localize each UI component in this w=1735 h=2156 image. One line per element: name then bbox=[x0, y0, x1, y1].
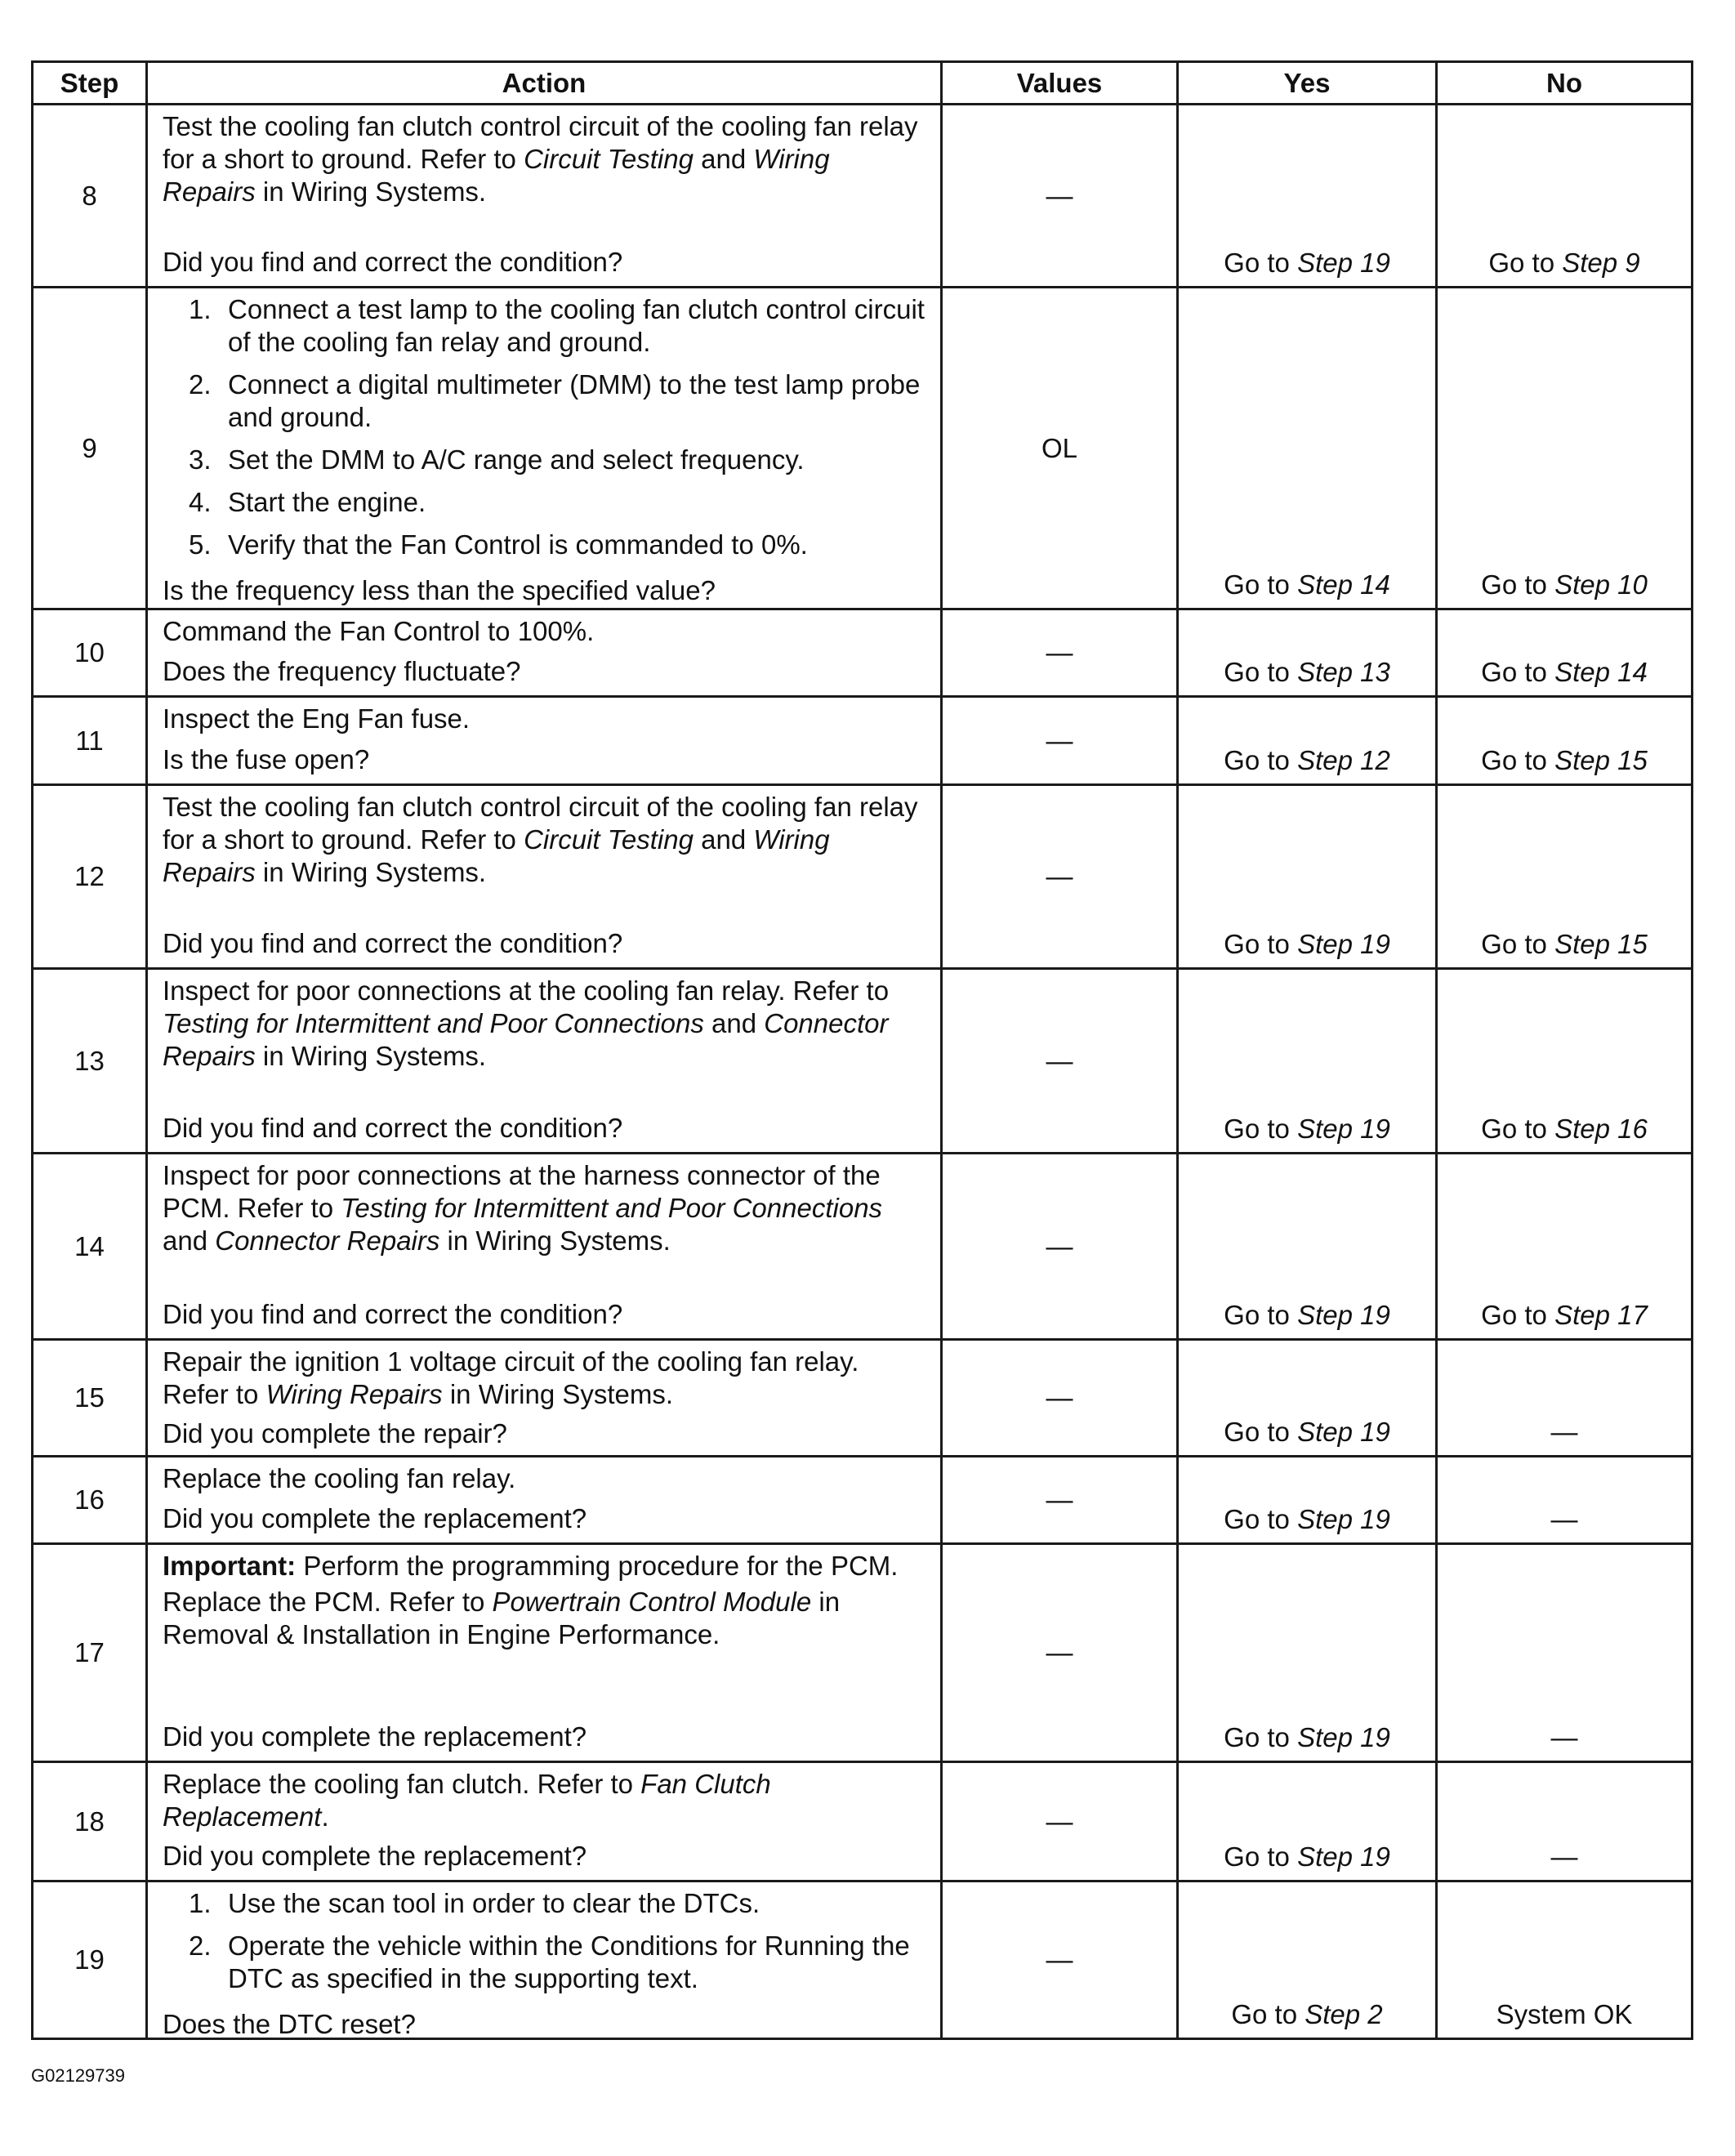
goto-step-ref: Step 14 bbox=[1554, 657, 1648, 687]
goto-step-ref: Step 19 bbox=[1297, 929, 1390, 959]
value-cell: — bbox=[942, 1154, 1178, 1340]
goto-prefix: Go to bbox=[1481, 1300, 1555, 1330]
reference-title: Wiring Repairs bbox=[163, 824, 830, 887]
list-number: 4. bbox=[189, 487, 212, 517]
text-segment: Inspect for poor connections at the harness connector of the PCM. Refer to bbox=[163, 1160, 881, 1223]
action-content bbox=[163, 110, 929, 279]
value-cell: — bbox=[942, 697, 1178, 785]
action-paragraph bbox=[163, 975, 929, 1073]
text-segment: Inspect the Eng Fan fuse. bbox=[163, 703, 471, 734]
list-item bbox=[163, 486, 929, 519]
action-cell bbox=[147, 105, 942, 288]
table-row bbox=[33, 1881, 1693, 2039]
text-segment: Replace the PCM. Refer to bbox=[163, 1587, 493, 1617]
goto-prefix: Go to bbox=[1224, 1417, 1298, 1447]
action-cell bbox=[147, 1881, 942, 2039]
yes-cell bbox=[1178, 288, 1437, 609]
action-instructions bbox=[163, 1462, 929, 1498]
list-text: Connect a test lamp to the cooling fan clutch control circuit of the cooling fan relay and ground. bbox=[228, 294, 925, 357]
no-cell bbox=[1437, 105, 1693, 288]
action-paragraph bbox=[163, 1159, 929, 1257]
action-cell bbox=[147, 288, 942, 609]
goto-prefix: Go to bbox=[1488, 248, 1563, 278]
reference-title: Fan Clutch Replacement bbox=[163, 1769, 771, 1832]
goto-prefix: Go to bbox=[1224, 1841, 1298, 1872]
goto-prefix: Go to bbox=[1481, 569, 1555, 600]
no-cell bbox=[1437, 1154, 1693, 1340]
action-paragraph bbox=[163, 1462, 929, 1495]
goto-step-ref: Step 19 bbox=[1297, 1300, 1390, 1330]
goto-prefix: Go to bbox=[1231, 1999, 1305, 2029]
text-segment: and bbox=[693, 824, 754, 855]
action-instructions bbox=[163, 1768, 929, 1837]
text-segment: Test the cooling fan clutch control circuit of the cooling fan relay for a short to ground. Refer to bbox=[163, 792, 918, 855]
no-cell bbox=[1437, 288, 1693, 609]
list-number: 2. bbox=[189, 1931, 212, 1961]
list-item bbox=[163, 1930, 929, 1995]
text-segment: Replace the cooling fan relay. bbox=[163, 1463, 516, 1493]
text-segment: . bbox=[321, 1801, 329, 1832]
header-values: Values bbox=[942, 62, 1178, 105]
list-number: 1. bbox=[189, 1888, 212, 1918]
yes-cell bbox=[1178, 697, 1437, 785]
step-number: 11 bbox=[33, 697, 147, 785]
list-number: 2. bbox=[189, 369, 212, 400]
action-content bbox=[163, 1159, 929, 1331]
list-text: Start the engine. bbox=[228, 487, 426, 517]
list-text: Use the scan tool in order to clear the DTCs. bbox=[228, 1888, 760, 1918]
numbered-list bbox=[163, 293, 929, 561]
action-question: Did you complete the replacement? bbox=[163, 1503, 587, 1533]
value-cell: — bbox=[942, 1340, 1178, 1457]
goto-prefix: Go to bbox=[1224, 1300, 1298, 1330]
reference-title: Wiring Repairs bbox=[163, 144, 830, 207]
no-cell bbox=[1437, 697, 1693, 785]
table-row bbox=[33, 1457, 1693, 1544]
action-content bbox=[163, 1346, 929, 1448]
goto-step-ref: Step 14 bbox=[1297, 569, 1390, 600]
goto-step-ref: Step 2 bbox=[1305, 1999, 1383, 2029]
reference-title: Testing for Intermittent and Poor Connections bbox=[341, 1193, 883, 1223]
action-question: Does the DTC reset? bbox=[163, 2009, 416, 2039]
table-row bbox=[33, 609, 1693, 697]
action-cell bbox=[147, 785, 942, 969]
yes-cell bbox=[1178, 1340, 1437, 1457]
action-question: Did you complete the replacement? bbox=[163, 1721, 587, 1752]
action-paragraph bbox=[163, 1550, 929, 1582]
goto-prefix: Go to bbox=[1224, 1504, 1298, 1534]
action-question: Is the frequency less than the specified value? bbox=[163, 575, 716, 605]
list-number: 1. bbox=[189, 294, 212, 324]
goto-prefix: Go to bbox=[1224, 745, 1298, 775]
action-instructions bbox=[163, 791, 929, 892]
step-number: 14 bbox=[33, 1154, 147, 1340]
action-paragraph bbox=[163, 1346, 929, 1411]
action-paragraph bbox=[163, 110, 929, 208]
goto-step-ref: Step 17 bbox=[1554, 1300, 1648, 1330]
text-segment: in Wiring Systems. bbox=[439, 1225, 671, 1256]
action-cell bbox=[147, 1762, 942, 1881]
no-cell bbox=[1437, 1544, 1693, 1762]
action-content bbox=[163, 975, 929, 1145]
step-number: 13 bbox=[33, 969, 147, 1154]
value-cell: — bbox=[942, 1881, 1178, 2039]
table-body bbox=[33, 105, 1693, 2039]
action-cell bbox=[147, 697, 942, 785]
goto-step-ref: Step 19 bbox=[1297, 1504, 1390, 1534]
no-cell bbox=[1437, 785, 1693, 969]
action-question: Did you complete the repair? bbox=[163, 1418, 507, 1448]
table-row bbox=[33, 1762, 1693, 1881]
yes-cell bbox=[1178, 609, 1437, 697]
goto-step-ref: Step 19 bbox=[1297, 248, 1390, 278]
goto-prefix: Go to bbox=[1224, 1114, 1298, 1144]
value-cell: — bbox=[942, 1457, 1178, 1544]
value-cell: — bbox=[942, 609, 1178, 697]
goto-prefix: Go to bbox=[1224, 569, 1298, 600]
header-yes: Yes bbox=[1178, 62, 1437, 105]
reference-title: Connector Repairs bbox=[163, 1008, 889, 1071]
step-number: 17 bbox=[33, 1544, 147, 1762]
action-content bbox=[163, 1887, 929, 2039]
action-cell bbox=[147, 969, 942, 1154]
table-row bbox=[33, 1544, 1693, 1762]
text-segment: Repair the ignition 1 voltage circuit of the cooling fan relay. Refer to bbox=[163, 1346, 859, 1409]
goto-step-ref: Step 19 bbox=[1297, 1114, 1390, 1144]
yes-cell bbox=[1178, 1762, 1437, 1881]
goto-prefix: Go to bbox=[1481, 745, 1555, 775]
header-row bbox=[33, 62, 1693, 105]
goto-step-ref: Step 15 bbox=[1554, 929, 1648, 959]
reference-title: Powertrain Control Module bbox=[492, 1587, 812, 1617]
text-segment: and bbox=[693, 144, 754, 174]
action-question: Did you complete the replacement? bbox=[163, 1841, 587, 1871]
no-cell bbox=[1437, 609, 1693, 697]
step-number: 10 bbox=[33, 609, 147, 697]
action-cell bbox=[147, 1544, 942, 1762]
text-segment: Command the Fan Control to 100%. bbox=[163, 616, 595, 646]
action-cell bbox=[147, 1154, 942, 1340]
list-item bbox=[163, 368, 929, 434]
action-question: Did you find and correct the condition? bbox=[163, 247, 623, 277]
no-cell bbox=[1437, 969, 1693, 1154]
reference-title: Connector Repairs bbox=[215, 1225, 440, 1256]
reference-title: Circuit Testing bbox=[524, 824, 694, 855]
step-number: 18 bbox=[33, 1762, 147, 1881]
list-item bbox=[163, 1887, 929, 1920]
goto-step-ref: Step 19 bbox=[1297, 1722, 1390, 1752]
goto-step-ref: Step 15 bbox=[1554, 745, 1648, 775]
table-row bbox=[33, 1154, 1693, 1340]
text-segment: Replace the cooling fan clutch. Refer to bbox=[163, 1769, 641, 1799]
text-segment: Test the cooling fan clutch control circuit of the cooling fan relay for a short to ground. Refer to bbox=[163, 111, 918, 174]
action-question: Did you find and correct the condition? bbox=[163, 928, 623, 958]
action-paragraph bbox=[163, 615, 929, 648]
action-instructions bbox=[163, 1346, 929, 1414]
value-cell: — bbox=[942, 969, 1178, 1154]
yes-cell bbox=[1178, 969, 1437, 1154]
step-number: 16 bbox=[33, 1457, 147, 1544]
yes-cell bbox=[1178, 1881, 1437, 2039]
action-cell bbox=[147, 1340, 942, 1457]
value-cell: — bbox=[942, 1762, 1178, 1881]
value-cell: OL bbox=[942, 288, 1178, 609]
list-number: 3. bbox=[189, 444, 212, 475]
text-segment: Perform the programming procedure for the PCM. bbox=[296, 1551, 899, 1581]
goto-step-ref: Step 10 bbox=[1554, 569, 1648, 600]
action-instructions bbox=[163, 110, 929, 212]
no-result: — bbox=[1550, 1722, 1578, 1752]
numbered-list bbox=[163, 1887, 929, 1995]
action-paragraph bbox=[163, 1768, 929, 1833]
list-item bbox=[163, 293, 929, 359]
list-text: Operate the vehicle within the Conditions for Running the DTC as specified in the supporting text. bbox=[228, 1931, 910, 1993]
action-content bbox=[163, 791, 929, 960]
goto-prefix: Go to bbox=[1224, 657, 1298, 687]
no-cell bbox=[1437, 1762, 1693, 1881]
reference-title: Testing for Intermittent and Poor Connections bbox=[163, 1008, 704, 1038]
header-step: Step bbox=[33, 62, 147, 105]
action-instructions bbox=[163, 1887, 929, 2005]
step-number: 15 bbox=[33, 1340, 147, 1457]
action-question: Is the fuse open? bbox=[163, 744, 370, 774]
action-instructions bbox=[163, 615, 929, 651]
action-question: Did you find and correct the condition? bbox=[163, 1113, 623, 1143]
action-content bbox=[163, 1550, 929, 1753]
table-row bbox=[33, 785, 1693, 969]
yes-cell bbox=[1178, 105, 1437, 288]
text-segment: and bbox=[703, 1008, 765, 1038]
text-segment: in Wiring Systems. bbox=[255, 176, 487, 207]
list-number: 5. bbox=[189, 529, 212, 560]
action-paragraph bbox=[163, 703, 929, 735]
value-cell: — bbox=[942, 785, 1178, 969]
text-segment: and bbox=[163, 1225, 216, 1256]
no-result: System OK bbox=[1496, 1999, 1633, 2029]
figure-id: G02129739 bbox=[31, 2065, 125, 2086]
no-result: — bbox=[1550, 1841, 1578, 1872]
text-segment: in Wiring Systems. bbox=[255, 1041, 487, 1071]
yes-cell bbox=[1178, 785, 1437, 969]
text-segment: in Wiring Systems. bbox=[442, 1379, 674, 1409]
action-instructions bbox=[163, 975, 929, 1076]
reference-title: Wiring Repairs bbox=[265, 1379, 443, 1409]
reference-title: Circuit Testing bbox=[524, 144, 694, 174]
text-segment: in Wiring Systems. bbox=[255, 857, 487, 887]
step-number: 12 bbox=[33, 785, 147, 969]
table-row bbox=[33, 969, 1693, 1154]
list-text: Set the DMM to A/C range and select frequency. bbox=[228, 444, 805, 475]
list-text: Verify that the Fan Control is commanded to 0%. bbox=[228, 529, 808, 560]
action-content bbox=[163, 293, 929, 605]
goto-step-ref: Step 19 bbox=[1297, 1417, 1390, 1447]
action-instructions bbox=[163, 1159, 929, 1261]
goto-step-ref: Step 13 bbox=[1297, 657, 1390, 687]
step-number: 9 bbox=[33, 288, 147, 609]
list-text: Connect a digital multimeter (DMM) to the test lamp probe and ground. bbox=[228, 369, 921, 432]
action-instructions bbox=[163, 1550, 929, 1654]
goto-prefix: Go to bbox=[1481, 657, 1555, 687]
no-cell bbox=[1437, 1881, 1693, 2039]
table-row bbox=[33, 288, 1693, 609]
goto-step-ref: Step 19 bbox=[1297, 1841, 1390, 1872]
value-cell: — bbox=[942, 105, 1178, 288]
list-item bbox=[163, 444, 929, 476]
action-cell bbox=[147, 1457, 942, 1544]
action-question: Does the frequency fluctuate? bbox=[163, 656, 521, 686]
action-content bbox=[163, 703, 929, 776]
goto-prefix: Go to bbox=[1481, 1114, 1555, 1144]
important-label: Important: bbox=[163, 1551, 297, 1581]
text-segment: Inspect for poor connections at the cooling fan relay. Refer to bbox=[163, 975, 890, 1006]
text-segment: in Removal & Installation in Engine Performance. bbox=[163, 1587, 841, 1649]
no-cell bbox=[1437, 1340, 1693, 1457]
goto-prefix: Go to bbox=[1224, 248, 1298, 278]
table-row bbox=[33, 105, 1693, 288]
step-number: 19 bbox=[33, 1881, 147, 2039]
action-paragraph bbox=[163, 1586, 929, 1651]
table-row bbox=[33, 697, 1693, 785]
action-instructions bbox=[163, 703, 929, 739]
list-item bbox=[163, 529, 929, 561]
header-no: No bbox=[1437, 62, 1693, 105]
diagnostic-table bbox=[31, 60, 1693, 2040]
action-content bbox=[163, 1462, 929, 1535]
action-instructions bbox=[163, 293, 929, 571]
action-cell bbox=[147, 609, 942, 697]
step-number: 8 bbox=[33, 105, 147, 288]
table-row bbox=[33, 1340, 1693, 1457]
goto-prefix: Go to bbox=[1224, 1722, 1298, 1752]
no-result: — bbox=[1550, 1417, 1578, 1447]
action-content bbox=[163, 1768, 929, 1873]
goto-step-ref: Step 9 bbox=[1562, 248, 1640, 278]
action-content bbox=[163, 615, 929, 688]
action-paragraph bbox=[163, 791, 929, 889]
goto-prefix: Go to bbox=[1481, 929, 1555, 959]
no-cell bbox=[1437, 1457, 1693, 1544]
no-result: — bbox=[1550, 1504, 1578, 1534]
yes-cell bbox=[1178, 1457, 1437, 1544]
action-question: Did you find and correct the condition? bbox=[163, 1299, 623, 1329]
value-cell: — bbox=[942, 1544, 1178, 1762]
yes-cell bbox=[1178, 1544, 1437, 1762]
goto-step-ref: Step 12 bbox=[1297, 745, 1390, 775]
header-action: Action bbox=[147, 62, 942, 105]
yes-cell bbox=[1178, 1154, 1437, 1340]
goto-prefix: Go to bbox=[1224, 929, 1298, 959]
goto-step-ref: Step 16 bbox=[1554, 1114, 1648, 1144]
